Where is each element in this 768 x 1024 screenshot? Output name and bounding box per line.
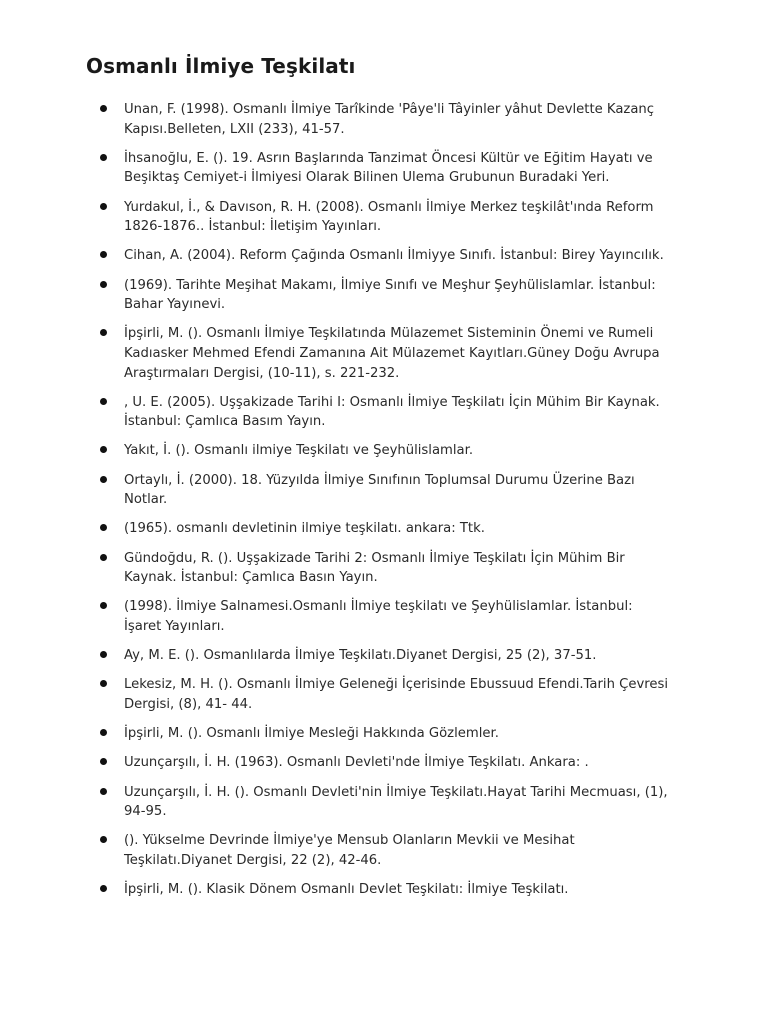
reference-item bbox=[0, 100, 768, 139]
reference-text: Uzunçarşılı, İ. H. (). Osmanlı Devleti'nin İlmiye Teşkilatı.Hayat Tarihi Mecmuası, (1), 94-95. bbox=[124, 784, 668, 820]
reference-text: Gündoğdu, R. (). Uşşakizade Tarihi 2: Osmanlı İlmiye Teşkilatı İçin Mühim Bir Kaynak. İstanbul: Çamlıca Basın Yayın. bbox=[124, 550, 625, 586]
reference-text: Ortaylı, İ. (2000). 18. Yüzyılda İlmiye Sınıfının Toplumsal Durumu Üzerine Bazı Notlar. bbox=[124, 472, 635, 508]
reference-item bbox=[0, 393, 768, 432]
reference-item bbox=[0, 519, 768, 539]
reference-text: Yakıt, İ. (). Osmanlı ilmiye Teşkilatı ve Şeyhülislamlar. bbox=[124, 443, 474, 459]
reference-item bbox=[0, 597, 768, 636]
bullet-icon bbox=[100, 476, 107, 483]
reference-item bbox=[0, 276, 768, 315]
reference-item bbox=[0, 149, 768, 188]
reference-text: İhsanoğlu, E. (). 19. Asrın Başlarında Tanzimat Öncesi Kültür ve Eğitim Hayatı ve Beşiktaş Cemiyet-i İlmiyesi Olarak Bilinen Ulema Grubunun Buradaki Yeri. bbox=[124, 150, 653, 186]
reference-text: Uzunçarşılı, İ. H. (1963). Osmanlı Devleti'nde İlmiye Teşkilatı. Ankara: . bbox=[124, 755, 589, 771]
reference-item bbox=[0, 246, 768, 266]
reference-text: Unan, F. (1998). Osmanlı İlmiye Tarîkinde 'Pâye'li Tâyinler yâhut Devlette Kazanç Kapısı.Belleten, LXII (233), 41-57. bbox=[124, 102, 655, 137]
bullet-icon bbox=[100, 729, 107, 736]
reference-item bbox=[0, 675, 768, 714]
reference-text: Cihan, A. (2004). Reform Çağında Osmanlı İlmiyye Sınıfı. İstanbul: Birey Yayıncılık. bbox=[124, 248, 664, 264]
bullet-icon bbox=[100, 329, 107, 336]
bullet-icon bbox=[100, 105, 107, 112]
bullet-icon bbox=[100, 602, 107, 609]
reference-item bbox=[0, 646, 768, 666]
bullet-icon bbox=[100, 524, 107, 531]
reference-text: , U. E. (2005). Uşşakizade Tarihi I: Osmanlı İlmiye Teşkilatı İçin Mühim Bir Kaynak. İstanbul: Çamlıca Basım Yayın. bbox=[124, 394, 660, 430]
reference-item bbox=[0, 198, 768, 237]
reference-text: (). Yükselme Devrinde İlmiye'ye Mensub Olanların Mevkii ve Mesihat Teşkilatı.Diyanet Dergisi, 22 (2), 42-46. bbox=[124, 833, 575, 868]
reference-text: (1969). Tarihte Meşihat Makamı, İlmiye Sınıfı ve Meşhur Şeyhülislamlar. İstanbul: Bahar Yayınevi. bbox=[124, 277, 656, 313]
reference-item bbox=[0, 783, 768, 822]
reference-item bbox=[0, 549, 768, 588]
reference-text: Lekesiz, M. H. (). Osmanlı İlmiye Geleneği İçerisinde Ebussuud Efendi.Tarih Çevresi Dergisi, (8), 41- 44. bbox=[124, 677, 669, 712]
bullet-icon bbox=[100, 203, 107, 210]
bullet-icon bbox=[100, 398, 107, 405]
bullet-icon bbox=[100, 758, 107, 765]
bullet-icon bbox=[100, 251, 107, 258]
bullet-icon bbox=[100, 885, 107, 892]
reference-text: Yurdakul, İ., & Davıson, R. H. (2008). Osmanlı İlmiye Merkez teşkilât'ında Reform 1826-1876.. İstanbul: İletişim Yayınları. bbox=[124, 199, 654, 235]
reference-text: İpşirli, M. (). Osmanlı İlmiye Mesleği Hakkında Gözlemler. bbox=[124, 726, 499, 742]
reference-item bbox=[0, 471, 768, 510]
reference-text: Ay, M. E. (). Osmanlılarda İlmiye Teşkilatı.Diyanet Dergisi, 25 (2), 37-51. bbox=[124, 648, 597, 664]
reference-item bbox=[0, 831, 768, 870]
bullet-icon bbox=[100, 788, 107, 795]
reference-item bbox=[0, 324, 768, 383]
bullet-icon bbox=[100, 281, 107, 288]
reference-text: İpşirli, M. (). Klasik Dönem Osmanlı Devlet Teşkilatı: İlmiye Teşkilatı. bbox=[124, 882, 569, 898]
reference-item bbox=[0, 880, 768, 900]
reference-list bbox=[0, 100, 768, 909]
reference-text: (1998). İlmiye Salnamesi.Osmanlı İlmiye teşkilatı ve Şeyhülislamlar. İstanbul: İşaret Yayınları. bbox=[124, 599, 633, 634]
bullet-icon bbox=[100, 154, 107, 161]
page-title: Osmanlı İlmiye Teşkilatı bbox=[86, 54, 356, 78]
bullet-icon bbox=[100, 651, 107, 658]
reference-text: İpşirli, M. (). Osmanlı İlmiye Teşkilatında Mülazemet Sisteminin Önemi ve Rumeli Kadıasker Mehmed Efendi Zamanına Ait Mülazemet Kayıtları.Güney Doğu Avrupa Araştırmaları Dergisi, (10-11), s. 221-232. bbox=[124, 326, 660, 381]
bullet-icon bbox=[100, 836, 107, 843]
bullet-icon bbox=[100, 446, 107, 453]
bullet-icon bbox=[100, 680, 107, 687]
reference-text: (1965). osmanlı devletinin ilmiye teşkilatı. ankara: Ttk. bbox=[124, 521, 485, 537]
reference-item bbox=[0, 753, 768, 773]
reference-item bbox=[0, 724, 768, 744]
reference-item bbox=[0, 441, 768, 461]
bullet-icon bbox=[100, 554, 107, 561]
